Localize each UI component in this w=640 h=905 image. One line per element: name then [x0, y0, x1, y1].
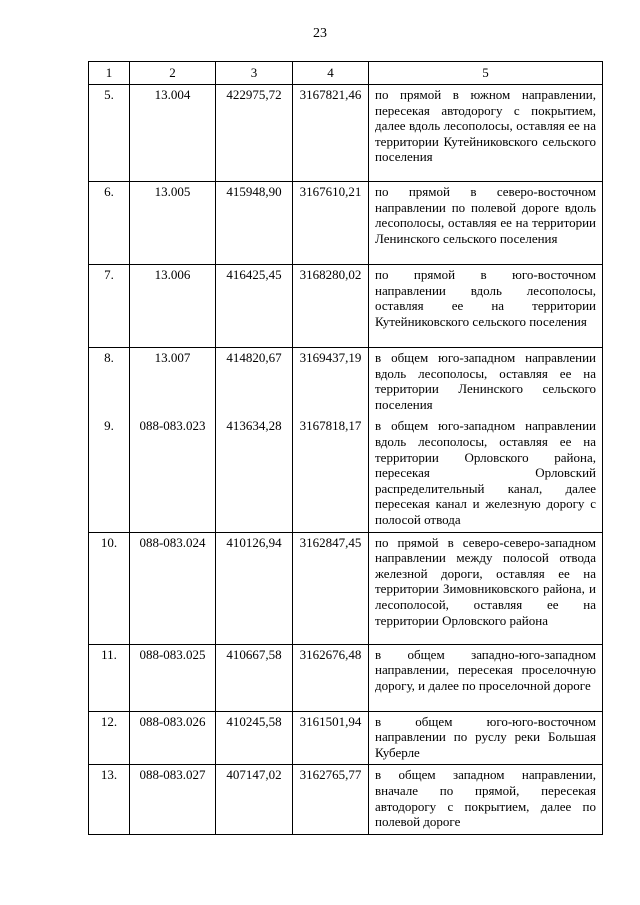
row-number: 9.: [89, 416, 130, 532]
coordinate-x: 410126,94: [216, 532, 293, 644]
row-number: 10.: [89, 532, 130, 644]
point-code: 088-083.023: [130, 416, 216, 532]
point-code: 088-083.027: [130, 765, 216, 834]
boundary-description: в общем юго-западном направлении вдоль лесополосы, оставляя ее на территории Орловского района, пересекая Орловский распределительный канал, далее пересекая канал и железную дорогу с полосой отвода: [369, 416, 603, 532]
coordinate-y: 3168280,02: [293, 265, 369, 348]
page-number: 23: [313, 26, 327, 41]
coordinate-x: 422975,72: [216, 85, 293, 182]
header-col-3: 3: [216, 62, 293, 85]
table-row: [89, 265, 603, 348]
coordinate-y: 3162847,45: [293, 532, 369, 644]
header-col-4: 4: [293, 62, 369, 85]
row-number: 13.: [89, 765, 130, 834]
header-col-1: 1: [89, 62, 130, 85]
table-row: [89, 348, 603, 417]
boundary-description: в общем западном направлении, вначале по прямой, пересекая автодорогу с покрытием, далее по полевой дороге: [369, 765, 603, 834]
row-number: 5.: [89, 85, 130, 182]
boundary-table: [88, 61, 603, 835]
boundary-description: в общем западно-юго-западном направлении, пересекая проселочную дорогу, и далее по проселочной дороге: [369, 644, 603, 711]
coordinate-x: 410667,58: [216, 644, 293, 711]
table-row: [89, 532, 603, 644]
coordinate-x: 414820,67: [216, 348, 293, 417]
point-code: 088-083.025: [130, 644, 216, 711]
table-row: [89, 644, 603, 711]
row-number: 6.: [89, 182, 130, 265]
table-row: [89, 182, 603, 265]
table-header-row: [89, 62, 603, 85]
boundary-description: по прямой в юго-восточном направлении вдоль лесополосы, оставляя ее на территории Кутейниковского сельского поселения: [369, 265, 603, 348]
point-code: 088-083.026: [130, 711, 216, 765]
coordinate-x: 413634,28: [216, 416, 293, 532]
boundary-description: по прямой в северо-восточном направлении по полевой дороге вдоль лесополосы, оставляя ее на территории Ленинского сельского поселения: [369, 182, 603, 265]
coordinate-y: 3167818,17: [293, 416, 369, 532]
coordinate-x: 410245,58: [216, 711, 293, 765]
boundary-description: в общем юго-западном направлении вдоль лесополосы, оставляя ее на территории Ленинского сельского поселения: [369, 348, 603, 417]
coordinate-x: 415948,90: [216, 182, 293, 265]
header-col-5: 5: [369, 62, 603, 85]
coordinate-y: 3161501,94: [293, 711, 369, 765]
table-row: [89, 85, 603, 182]
point-code: 088-083.024: [130, 532, 216, 644]
row-number: 12.: [89, 711, 130, 765]
coordinate-y: 3162765,77: [293, 765, 369, 834]
boundary-description: по прямой в северо-северо-западном направлении между полосой отвода железной дороги, оставляя ее на территории Зимовниковского района, и лесополосой, оставляя ее на территории Орловского района: [369, 532, 603, 644]
coordinate-y: 3167821,46: [293, 85, 369, 182]
point-code: 13.005: [130, 182, 216, 265]
row-number: 7.: [89, 265, 130, 348]
coordinate-y: 3162676,48: [293, 644, 369, 711]
table-row: [89, 765, 603, 834]
coordinate-y: 3167610,21: [293, 182, 369, 265]
boundary-description: по прямой в южном направлении, пересекая автодорогу с покрытием, далее вдоль лесополосы, оставляя ее на территории Кутейниковского сельского поселения: [369, 85, 603, 182]
coordinate-y: 3169437,19: [293, 348, 369, 417]
header-col-2: 2: [130, 62, 216, 85]
coordinate-x: 416425,45: [216, 265, 293, 348]
table-row: [89, 416, 603, 532]
row-number: 11.: [89, 644, 130, 711]
coordinate-x: 407147,02: [216, 765, 293, 834]
boundary-description: в общем юго-юго-восточном направлении по руслу реки Большая Куберле: [369, 711, 603, 765]
point-code: 13.004: [130, 85, 216, 182]
table-row: [89, 711, 603, 765]
row-number: 8.: [89, 348, 130, 417]
point-code: 13.007: [130, 348, 216, 417]
point-code: 13.006: [130, 265, 216, 348]
